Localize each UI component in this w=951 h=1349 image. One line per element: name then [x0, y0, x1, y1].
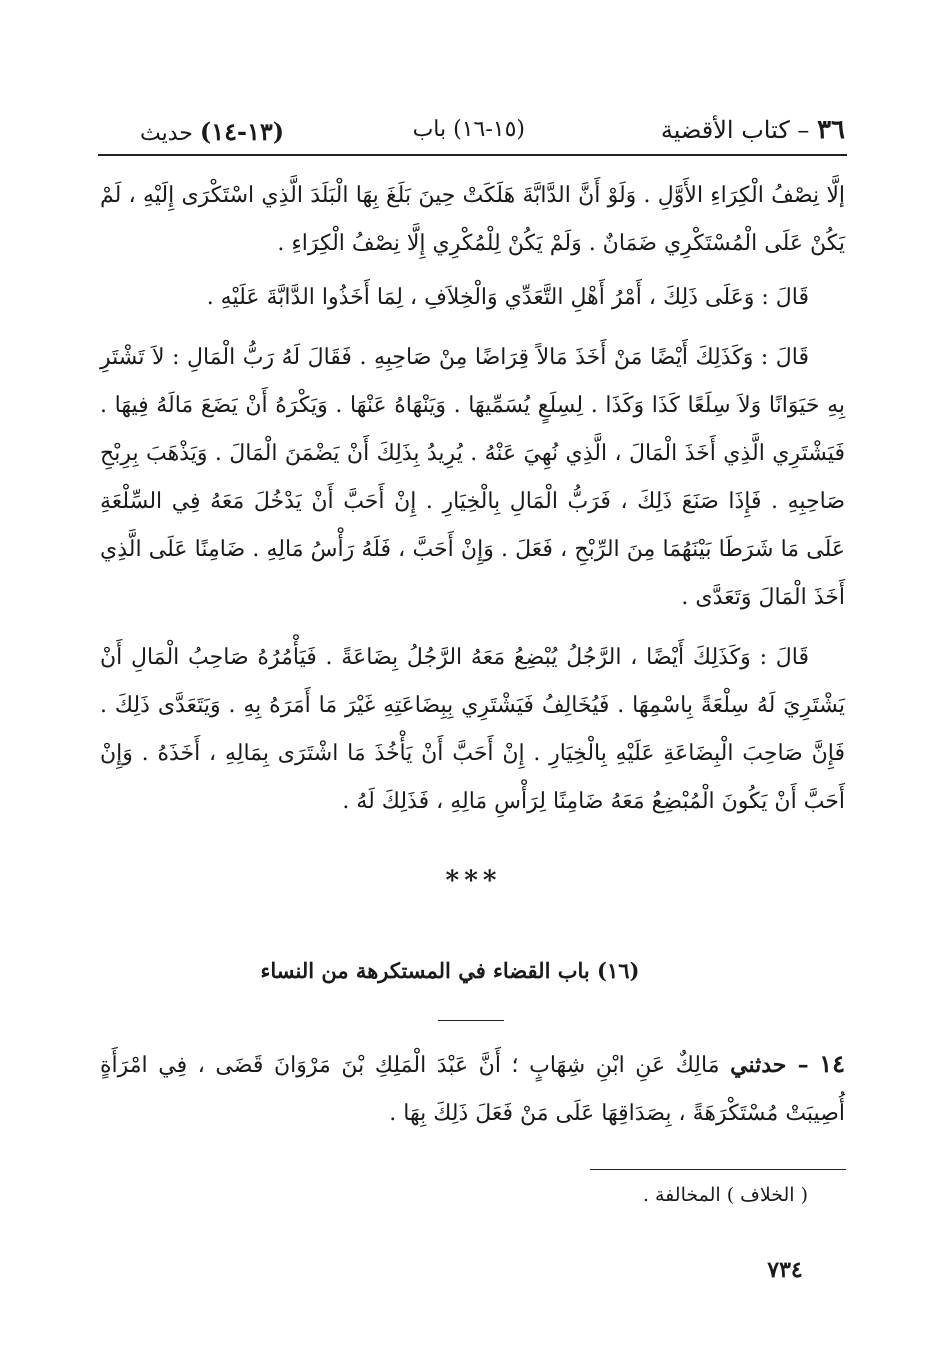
header-page-ref: ٣٦	[817, 115, 845, 145]
header-rule	[98, 154, 847, 156]
paragraph: قَالَ : وَعَلَى ذَلِكَ ، أَمْرُ أَهْلِ التَّعَدِّي وَالْخِلاَفِ ، لِمَا أَخَذُوا الدَّابَّةَ عَلَيْهِ .	[206, 285, 809, 310]
header-hadith-word: حديث	[140, 121, 193, 146]
page-number: ٧٣٤	[767, 1257, 803, 1283]
hadith-text	[100, 1040, 845, 1138]
chapter-title: (١٦) باب القضاء في المستكرهة من النساء	[260, 958, 640, 983]
section-separator: * * *	[445, 866, 495, 896]
paragraph: إلَّا نِصْفُ الْكِرَاءِ الأَوَّلِ . وَلَوْ أَنَّ الدَّابَّةَ هَلَكَتْ حِينَ بَلَغَ بِهَا الْبَلَدَ الَّذِي اسْتَكْرَى إِلَيْهِ ، لَمْ يَكُنْ عَلَى الْمُسْتَكْرِي ضَمَانٌ . وَلَمْ يَكُنْ لِلْمُكْرِي إِلَّا نِصْفُ الْكِرَاءِ .	[100, 183, 845, 256]
footnote: ( الخلاف ) المخالفة .	[642, 1184, 808, 1206]
chapter-rule	[438, 1020, 504, 1021]
hadith-number: ١٤	[819, 1049, 846, 1078]
header-book-title	[661, 115, 845, 145]
hadith-lead: – حدثني	[730, 1052, 809, 1078]
header-book: – كتاب الأقضية	[660, 116, 810, 144]
footnote-rule	[590, 1169, 846, 1170]
header-chapters: (١٥-١٦) باب	[412, 117, 525, 142]
body-text	[100, 172, 845, 838]
header-hadith-nums: (١٣-١٤)	[199, 117, 285, 146]
paragraph: قَالَ : وَكَذَلِكَ أَيْضًا مَنْ أَخَذَ مَالاً قِرَاضًا مِنْ صَاحِبِهِ . فَقَالَ لَهُ رَبُّ الْمَالِ : لاَ تَشْتَرِ بِهِ حَيَوَانًا وَلاَ سِلَعًا كَذَا وَكَذَا . لِسِلَعٍ يُسَمِّيهَا . وَيَنْهَاهُ عَنْهَا . وَيَكْرَهُ أَنْ يَضَعَ مَالَهُ فِيهَا . فَيَشْتَرِي الَّذِي أَخَذَ الْمَالَ ، الَّذِي نُهِيَ عَنْهُ . يُرِيدُ بِذَلِكَ أَنْ يَضْمَنَ الْمَالَ . وَيَذْهَبَ بِرِبْحِ صَاحِبِهِ . فَإِذَا صَنَعَ ذَلِكَ ، فَرَبُّ الْمَالِ بِالْخِيَارِ . إِنْ أَحَبَّ أَنْ يَدْخُلَ مَعَهُ فِي السِّلْعَةِ عَلَى مَا شَرَطَا بَيْنَهُمَا مِنَ الرِّبْحِ ، فَعَلَ . وَإِنْ أَحَبَّ ، فَلَهُ رَأْسُ مَالِهِ . ضَامِنًا عَلَى الَّذِي أَخَذَ الْمَالَ وَتَعَدَّى .	[100, 345, 845, 610]
header-hadith	[140, 117, 284, 146]
running-header	[100, 115, 845, 151]
paragraph: قَالَ : وَكَذَلِكَ أَيْضًا ، الرَّجُلُ يُبْضِعُ مَعَهُ الرَّجُلُ بِضَاعَةً . فَيَأْمُرُهُ صَاحِبُ الْمَالِ أَنْ يَشْتَرِيَ لَهُ سِلْعَةً بِاسْمِهَا . فَيُخَالِفُ فَيَشْتَرِي بِبِضَاعَتِهِ غَيْرَ مَا أَمَرَهُ بِهِ . وَيَتَعَدَّى ذَلِكَ . فَإِنَّ صَاحِبَ الْبِضَاعَةِ عَلَيْهِ بِالْخِيَارِ . إِنْ أَحَبَّ أَنْ يَأْخُذَ مَا اشْتَرَى بِمَالِهِ ، أَخَذَهُ . وَإِنْ أَحَبَّ أَنْ يَكُونَ الْمُبْضِعُ مَعَهُ ضَامِنًا لِرَأْسِ مَالِهِ ، فَذَلِكَ لَهُ .	[100, 645, 845, 814]
hadith-body: مَالِكٌ عَنِ ابْنِ شِهَابٍ ؛ أَنَّ عَبْدَ الْمَلِكِ بْنَ مَرْوَانَ قَضَى ، فِي امْرَأَةٍ أُصِيبَتْ مُسْتَكْرَهَةً ، بِصَدَاقِهَا عَلَى مَنْ فَعَلَ ذَلِكَ بِهَا .	[100, 1053, 845, 1126]
